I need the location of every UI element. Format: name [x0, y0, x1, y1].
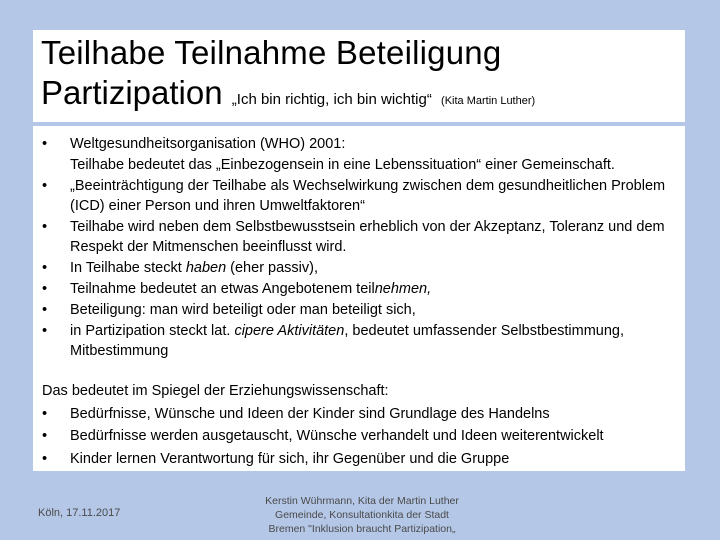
section-heading: Das bedeutet im Spiegel der Erziehungswissenschaft:: [42, 383, 389, 399]
bullet-item: [33, 134, 685, 154]
bullet-text: Beteiligung:: [70, 302, 146, 318]
section-item-text: Bedürfnisse werden ausgetauscht, Wünsche verhandelt und Ideen weiterentwickelt: [70, 428, 604, 444]
bullet-text: Weltgesundheitsorganisation (WHO) 2001:: [70, 136, 346, 152]
bullet-item: [33, 155, 685, 175]
bullet-dot: •: [42, 136, 48, 152]
bullet-text: (eher passiv),: [226, 260, 319, 276]
bullet-text-italic: nehmen,: [374, 281, 432, 297]
bullet-item: [33, 176, 685, 216]
bullet-text: in: [70, 323, 86, 339]
title-line-2: [41, 72, 677, 122]
bullet-item: [33, 321, 685, 361]
bullet-text: Teilhabe: [70, 219, 125, 235]
footer-line: Gemeinde, Konsultationkita der Stadt: [275, 509, 449, 521]
bullet-dot: •: [42, 281, 48, 297]
section-education: [42, 380, 682, 470]
title-line-1: Teilhabe Teilnahme Beteiligung: [41, 34, 502, 71]
bullet-dot: •: [42, 302, 48, 318]
section-item-text: Bedürfnisse, Wünsche und Ideen der Kinder sind Grundlage des Handelns: [70, 405, 550, 422]
footer-date: Köln, 17.11.2017: [38, 507, 121, 519]
section-item-text: Kinder lernen Verantwortung für sich, ihr Gegenüber und die Gruppe: [70, 450, 510, 467]
bullet-text: , bedeutet umfassender Selbstbestimmung, Mitbestimmung: [70, 323, 625, 359]
bullet-list: [33, 134, 685, 362]
title-main: Partizipation: [41, 74, 223, 111]
bullet-dot: •: [42, 260, 48, 276]
bullet-text: Teilhabe: [85, 260, 140, 276]
footer-line: Kerstin Wührmann, Kita der Martin Luther: [265, 495, 459, 507]
bullet-dot: •: [42, 178, 48, 194]
bullet-text-italic: cipere Aktivitäten: [234, 323, 345, 339]
bullet-text: bedeutet an etwas Angebotenem teil: [136, 281, 375, 297]
bullet-text: man wird beteiligt oder man beteiligt sich,: [145, 302, 416, 318]
bullet-item: [33, 279, 685, 299]
bullet-dot: •: [42, 219, 48, 235]
footer-line: Bremen "Inklusion braucht Partizipation„: [268, 523, 456, 535]
section-item: [42, 403, 682, 426]
bullet-text: „Beeinträchtigung der Teilhabe als Wechselwirkung zwischen dem gesundheitlichen Problem (ICD) einer Person und ihren Umweltfaktoren“: [70, 178, 666, 214]
bullet-text: In: [70, 260, 86, 276]
footer-author: [228, 494, 496, 536]
section-item: [42, 425, 682, 448]
bullet-text: Teilhabe: [70, 157, 125, 173]
title-box: [33, 30, 685, 122]
bullet-text: Teilnahme: [70, 281, 137, 297]
bullet-text: steckt lat.: [165, 323, 235, 339]
bullet-item: [33, 258, 685, 278]
bullet-dot: •: [42, 450, 48, 467]
bullet-text: bedeutet das „Einbezogensein in eine Lebenssituation“ einer Gemeinschaft.: [124, 157, 615, 173]
bullet-item: [33, 300, 685, 320]
bullet-dot: •: [42, 323, 48, 339]
bullet-text-italic: haben: [185, 260, 227, 276]
bullet-dot: •: [42, 428, 48, 444]
bullet-text: steckt: [139, 260, 186, 276]
bullet-dot: •: [42, 405, 48, 422]
title-source: (Kita Martin Luther): [441, 95, 536, 107]
title-quote: „Ich bin richtig, ich bin wichtig“: [231, 91, 432, 108]
content-box: [33, 126, 685, 471]
bullet-text: wird neben dem Selbstbewusstsein erheblich von der Akzeptanz, Toleranz und dem Respekt der Mitmenschen beeinflusst wird.: [70, 219, 665, 255]
bullet-text: Partizipation: [85, 323, 166, 339]
section-item: [42, 448, 682, 471]
bullet-item: [33, 217, 685, 257]
